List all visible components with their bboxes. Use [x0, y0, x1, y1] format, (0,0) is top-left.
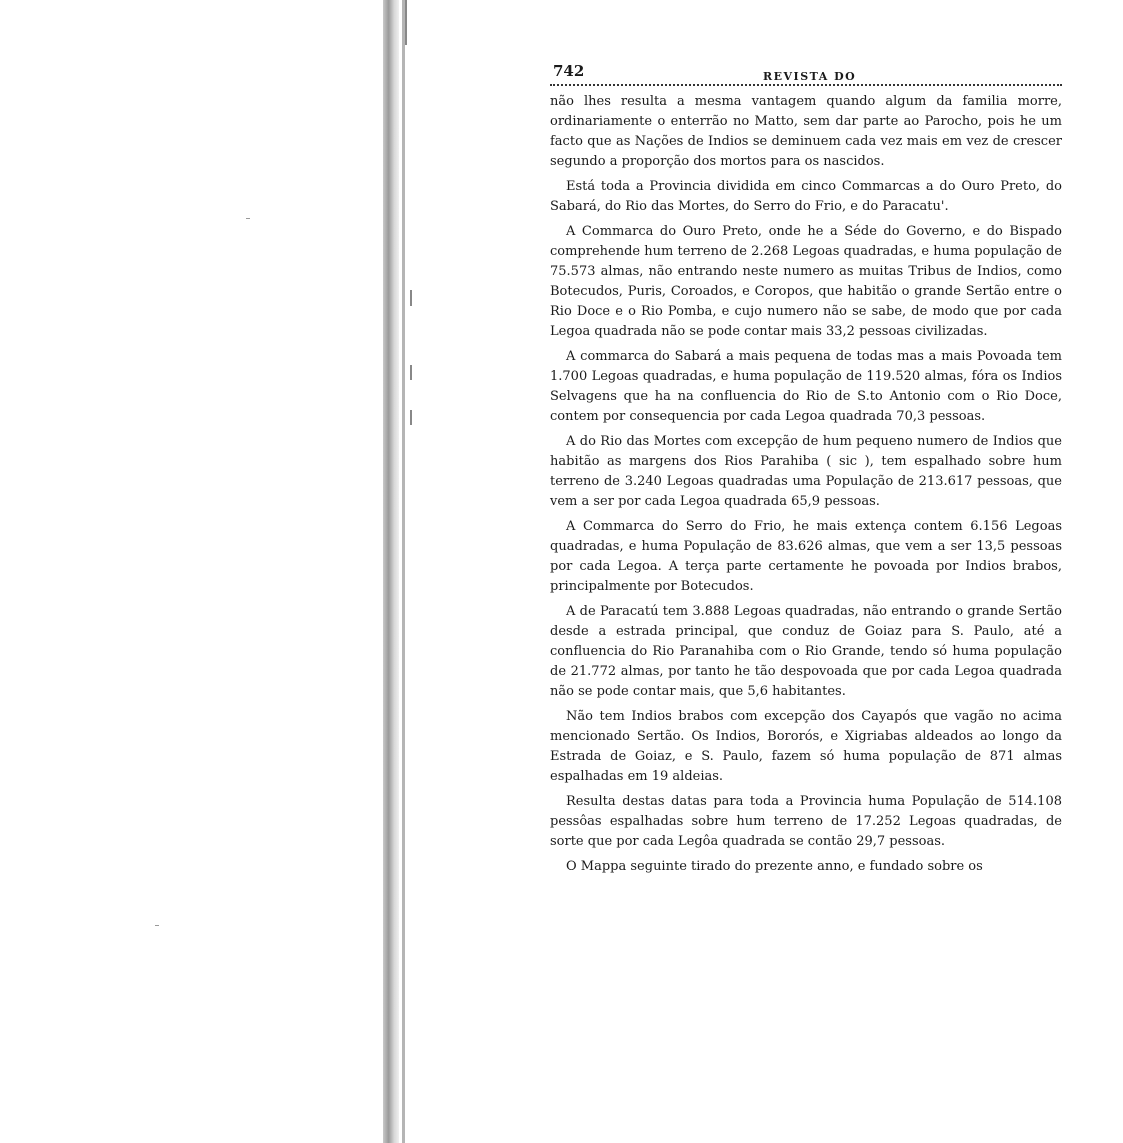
scan-speck [246, 218, 250, 219]
gutter-mark [410, 290, 412, 306]
gutter-mark [410, 365, 412, 380]
paragraph: Não tem Indios brabos com excepção dos Cayapós que vagão no acima mencionado Sertão. Os Indios, Bororós, e Xigriabas aldeados ao longo da Estrada de Goiaz, e S. Paulo, fazem só huma população de 871 almas espalhadas em 19 aldeias. [550, 709, 1062, 784]
header-rule [550, 84, 1062, 86]
page-number: 742 [553, 62, 585, 80]
paragraph: A de Paracatú tem 3.888 Legoas quadradas, não entrando o grande Sertão desde a estrada principal, que conduz de Goiaz para S. Paulo, até a confluencia do Rio Paranahiba com o Rio Grande, tendo só huma população de 21.772 almas, por tanto he tão despovoada que por cada Legoa quadrada não se pode contar mais, que 5,6 habitantes. [550, 604, 1062, 699]
paragraph: Está toda a Provincia dividida em cinco Commarcas a do Ouro Preto, do Sabará, do Rio das Mortes, do Serro do Frio, e do Paracatu'. [550, 179, 1062, 214]
paragraph: O Mappa seguinte tirado do prezente anno, e fundado sobre os [566, 859, 983, 874]
paragraph: Resulta destas datas para toda a Provincia huma População de 514.108 pessôas espalhadas sobre hum terreno de 17.252 Legoas quadradas, de sorte que por cada Legôa quadrada se contão 29,7 pessoas. [550, 794, 1062, 849]
gutter-mark [405, 0, 407, 45]
running-head: REVISTA DO [763, 70, 857, 83]
paragraph: A do Rio das Mortes com excepção de hum pequeno numero de Indios que habitão as margens dos Rios Parahiba ( sic ), tem espalhado sobre hum terreno de 3.240 Legoas quadradas uma População de 213.617 pessoas, que vem a ser por cada Legoa quadrada 65,9 pessoas. [550, 434, 1062, 509]
book-page [550, 60, 1062, 882]
paragraph: A Commarca do Serro do Frio, he mais extença contem 6.156 Legoas quadradas, e huma População de 83.626 almas, que vem a ser 13,5 pessoas por cada Legoa. A terça parte certamente he povoada por Indios brabos, principalmente por Botecudos. [550, 519, 1062, 594]
book-gutter [383, 0, 399, 1143]
gutter-edge-line [402, 0, 405, 1143]
gutter-mark [410, 410, 412, 425]
paragraph: A Commarca do Ouro Preto, onde he a Séde do Governo, e do Bispado comprehende hum terreno de 2.268 Legoas quadradas, e huma população de 75.573 almas, não entrando neste numero as muitas Tribus de Indios, como Botecudos, Puris, Coroados, e Coropos, que habitão o grande Sertão entre o Rio Doce e o Rio Pomba, e cujo numero não se sabe, de modo que por cada Legoa quadrada não se pode contar mais 33,2 pessoas civilizadas. [550, 224, 1062, 339]
page-body [550, 92, 1062, 877]
scan-speck [155, 925, 159, 926]
paragraph: A commarca do Sabará a mais pequena de todas mas a mais Povoada tem 1.700 Legoas quadradas, e huma população de 119.520 almas, fóra os Indios Selvagens que ha na confluencia do Rio de S.to Antonio com o Rio Doce, contem por consequencia por cada Legoa quadrada 70,3 pessoas. [550, 349, 1062, 424]
page-header [550, 60, 1062, 84]
paragraph: não lhes resulta a mesma vantagem quando algum da familia morre, ordinariamente o enterrão no Matto, sem dar parte ao Parocho, pois he um facto que as Nações de Indios se deminuem cada vez mais em vez de crescer segundo a proporção dos mortos para os nascidos. [550, 94, 1062, 169]
